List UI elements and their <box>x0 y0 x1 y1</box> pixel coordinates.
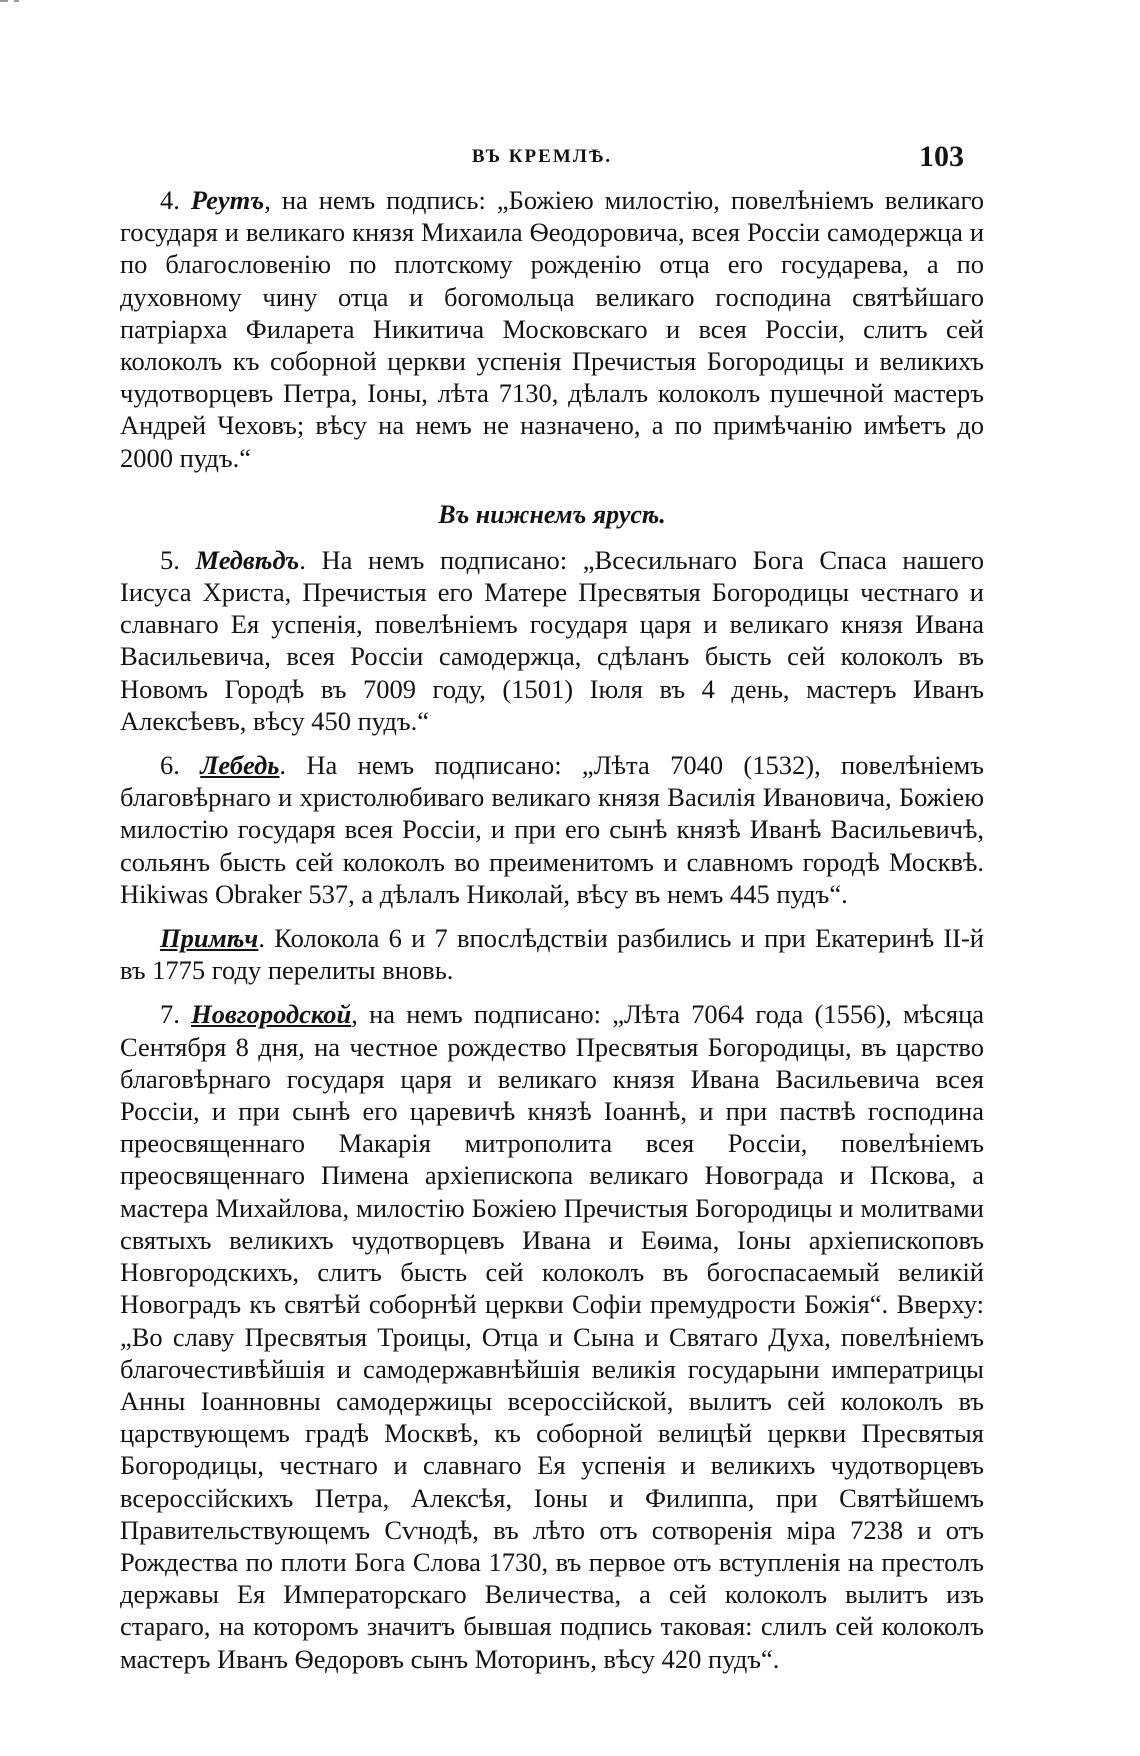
running-title: ВЪ КРЕМЛѢ. <box>471 146 613 167</box>
entry-number: 5. <box>160 544 180 575</box>
page-body <box>120 184 984 1675</box>
note-text: . Колокола 6 и 7 впослѣдствіи разбились и при Екатеринѣ II-й въ 1775 году перелиты вновь. <box>120 923 984 986</box>
page-header <box>120 140 964 180</box>
entry-text: , на немъ подписано: „Лѣта 7064 года (1556), мѣсяца Сентября 8 дня, на честное рождество Пресвятыя Богородицы, въ царство благовѣрнаго государя царя и великаго князя Ивана Васильевича всея Россіи, и при сынѣ его царевичѣ князѣ Іоаннѣ, и при паствѣ господина преосвященнаго Макарія митрополита всея Россіи, повелѣніемъ преосвященнаго Пимена архіепископа великаго Новограда и Пскова, а мастера Михайлова, милостію Божіею Пречистыя Богородицы и молитвами святыхъ великихъ чудотворцевъ Ивана и Еѳима, Іоны архіепископовъ Новгородскихъ, слитъ бысть сей колоколъ въ богоспасаемый великій Новоградъ къ святѣй соборнѣй церкви Софіи премудрости Божія“. Вверху: „Во славу Пресвятыя Троицы, Отца и Сына и Святаго Духа, повелѣніемъ благочестивѣйшія и самодержавнѣйшія великія государыни императрицы Анны Іоанновны самодержицы всероссійской, вылитъ сей колоколъ въ царствующемъ градѣ Москвѣ, къ соборной велицѣй церкви Пресвятыя Богородицы, честнаго и славнаго Ея успенія и великихъ чудотворцевъ всероссійскихъ Петра, Алексѣя, Іоны и Филиппа, при Святѣйшемъ Правительствующемъ Сѵнодѣ, въ лѣто отъ сотворенія міра 7238 и отъ Рождества по плоти Бога Слова 1730, въ первое отъ вступленія на престолъ державы Ея Императорскаго Величества, а сей колоколъ вылитъ изъ стараго, на которомъ значитъ бывшая подпись таковая: слилъ сей колоколъ мастеръ Иванъ Ѳедоровъ сынъ Моторинъ, вѣсу 420 пудъ“. <box>120 999 985 1674</box>
entry-paragraph <box>120 184 984 474</box>
entry-text: , на немъ подпись: „Божіею милостію, повелѣніемъ великаго государя и великаго князя Михаила Ѳеодоровича, всея Россіи самодержца и по благословенію по плотскому рожденію отца его государева, а по духовному чину отца и богомольца великаго господина святѣйшаго патріарха Филарета Никитича Московскаго и всея Россіи, слитъ сей колоколъ къ соборной церкви успенія Пречистыя Богородицы и великихъ чудотворцевъ Петра, Іоны, лѣта 7130, дѣлалъ колоколъ пушечной мастеръ Андрей Чеховъ; вѣсу на немъ не назначено, а по примѣчанію имѣетъ до 2000 пудъ.“ <box>120 185 985 473</box>
entry-number: 6. <box>160 750 180 781</box>
entry-paragraph <box>120 544 984 737</box>
entry-text: . На немъ подписано: „Лѣта 7040 (1532), повелѣніемъ благовѣрнаго и христолюбиваго великаго князя Василія Ивановича, Божіею милостію государя всея Россіи, и при его сынѣ князѣ Иванѣ Васильевичѣ, сольянъ бысть сей колоколъ во преименитомъ и славномъ городѣ Москвѣ. Hikiwas Obraker 537, а дѣлалъ Николай, вѣсу въ немъ 445 пудъ“. <box>120 750 984 909</box>
scan-mark <box>14 0 19 2</box>
entry-paragraph <box>120 749 984 910</box>
bell-name: Медвѣдъ <box>195 544 300 575</box>
entry-number: 7. <box>160 999 180 1030</box>
note-label: Примѣч <box>160 923 259 954</box>
entry-paragraph <box>120 998 984 1674</box>
section-heading: Въ нижнемъ ярусѣ. <box>438 499 666 529</box>
bell-name: Новгородской <box>191 999 352 1030</box>
page-number: 103 <box>919 140 964 173</box>
entry-text: . На немъ подписано: „Вcесильнаго Бога Спаса нашего Іисуса Христа, Пречистыя его Матере Пресвятыя Богородицы честнаго и славнаго Ея успенія, повелѣніемъ государя царя и великаго князя Ивана Васильевича, всея Россіи самодержца, сдѣланъ бысть сей колоколъ въ Новомъ Городѣ въ 7009 году, (1501) Іюля въ 4 день, мастеръ Иванъ Алексѣевъ, вѣсу 450 пудъ.“ <box>120 544 985 736</box>
note-paragraph <box>120 922 984 986</box>
scan-mark <box>0 0 8 2</box>
bell-name: Реутъ <box>190 185 265 215</box>
bell-name: Лебедь <box>200 750 280 781</box>
entry-number: 4. <box>160 185 180 215</box>
